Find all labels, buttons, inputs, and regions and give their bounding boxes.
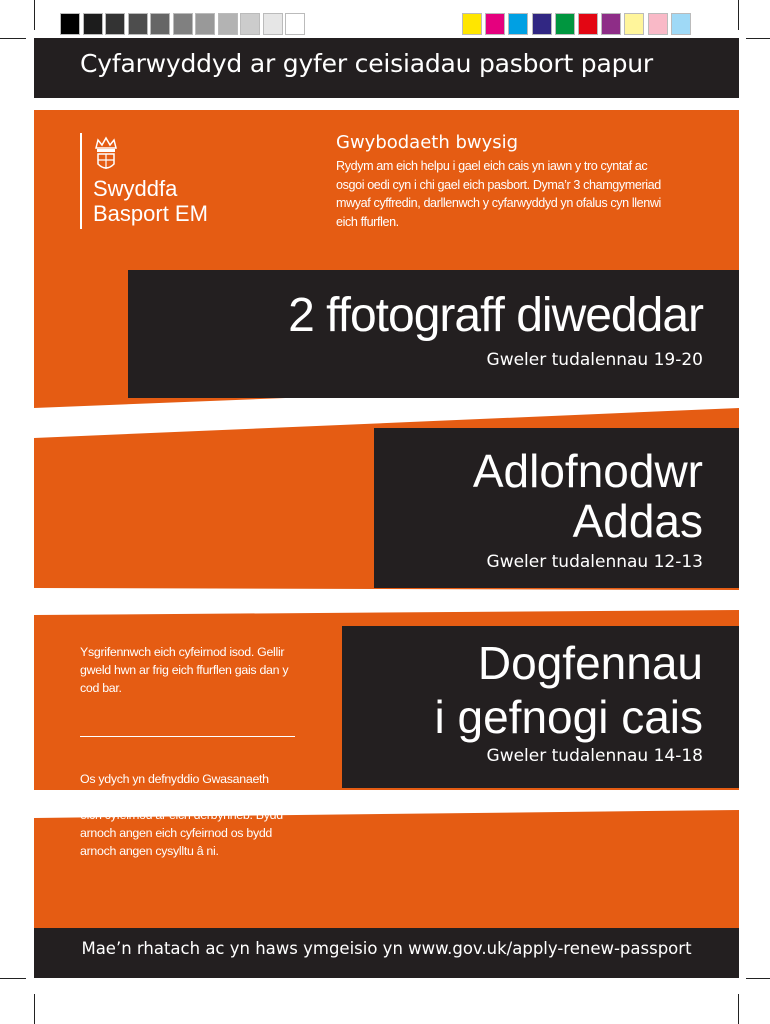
documents-title-1: Dogfennau: [477, 637, 703, 689]
gray-swatch: [60, 13, 80, 35]
gray-swatch: [83, 13, 103, 35]
color-swatch: [555, 13, 575, 35]
countersignatory-title-2: Addas: [572, 495, 703, 547]
color-swatch: [508, 13, 528, 35]
color-swatch: [578, 13, 598, 35]
footer-text: Mae’n rhatach ac yn haws ymgeisio yn www.gov.uk/apply-renew-passport: [81, 939, 692, 958]
reference-instruction: Ysgrifennwch eich cyfeirnod isod. Gellir gweld hwn ar frig eich ffurflen gais dan y cod bar.: [80, 645, 289, 695]
gray-swatch: [173, 13, 193, 35]
logo-divider: [80, 133, 82, 229]
gray-swatch: [240, 13, 260, 35]
color-swatch: [462, 13, 482, 35]
crop-mark: [746, 38, 770, 39]
gray-swatch: [105, 13, 125, 35]
countersignatory-pages: Gweler tudalennau 12-13: [486, 552, 703, 572]
crop-mark: [746, 978, 770, 979]
color-swatch: [648, 13, 668, 35]
photos-title: 2 ffotograff diweddar: [288, 289, 703, 342]
countersignatory-block: [374, 428, 739, 588]
reference-note: Os ydych yn defnyddio Gwasanaeth Gwirio a Danfon y Swyddfa Bost, bydd eich cyfeirnod ar eich derbynneb. Bydd arnoch angen eich cyfeirnod os bydd arnoch angen cysylltu â ni.: [80, 772, 283, 858]
gray-swatch: [285, 13, 305, 35]
crop-mark: [738, 0, 739, 30]
page-title: Cyfarwyddyd ar gyfer ceisiadau pasbort papur: [80, 49, 653, 78]
crop-mark: [34, 994, 35, 1024]
crop-mark: [738, 994, 739, 1024]
color-swatch: [485, 13, 505, 35]
color-swatch: [671, 13, 691, 35]
documents-title-2: i gefnogi cais: [434, 691, 703, 743]
logo-line-1: Swyddfa: [93, 176, 178, 201]
reference-write-line: [80, 736, 295, 737]
photos-pages: Gweler tudalennau 19-20: [486, 350, 703, 370]
color-swatch: [601, 13, 621, 35]
crop-mark: [34, 0, 35, 30]
photos-block: [128, 270, 739, 398]
countersignatory-title-1: Adlofnodwr: [472, 445, 703, 497]
gray-swatch: [263, 13, 283, 35]
royal-crest-icon: [88, 134, 124, 174]
gray-swatch: [150, 13, 170, 35]
crop-mark: [0, 978, 26, 979]
gray-swatch: [195, 13, 215, 35]
gray-swatch: [218, 13, 238, 35]
documents-pages: Gweler tudalennau 14-18: [486, 746, 703, 766]
logo-wordmark: [93, 176, 208, 226]
color-swatch: [624, 13, 644, 35]
info-heading: Gwybodaeth bwysig: [336, 132, 519, 153]
info-body: Rydym am eich helpu i gael eich cais yn iawn y tro cyntaf ac osgoi oedi cyn i chi gael eich pasbort. Dyma’r 3 chamgymeriad mwyaf cyffredin, darllenwch y cyfarwyddyd yn ofalus cyn llenwi eich ffurflen.: [336, 159, 661, 229]
color-swatch: [532, 13, 552, 35]
logo-line-2: Basport EM: [93, 201, 208, 226]
divider-2: [34, 588, 739, 615]
documents-block: [342, 626, 739, 788]
crop-mark: [0, 38, 26, 39]
gray-swatch: [128, 13, 148, 35]
